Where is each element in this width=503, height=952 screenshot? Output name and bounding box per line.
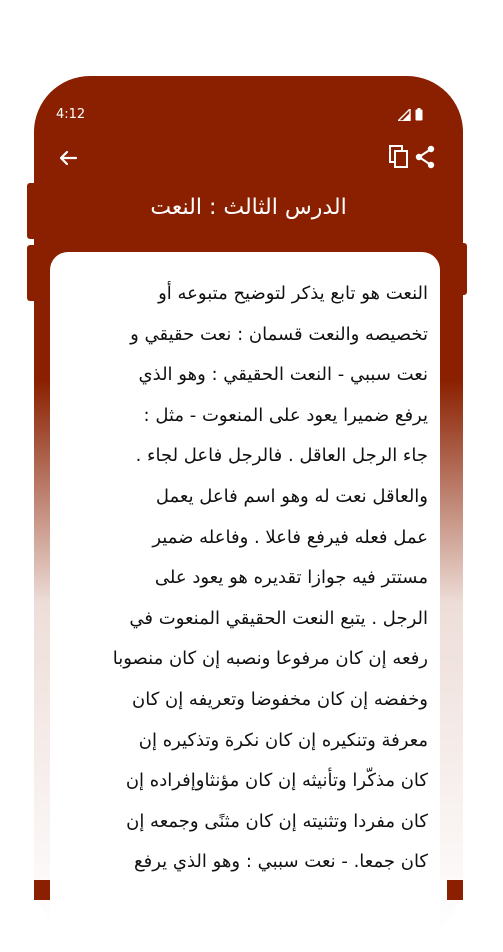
status-icons: [398, 108, 423, 121]
status-bar: [34, 100, 463, 130]
signal-icon: [398, 109, 411, 121]
copy-button[interactable]: [388, 144, 410, 170]
phone-bottom-edge: [34, 880, 463, 900]
copy-icon: [388, 144, 410, 170]
battery-icon: [415, 108, 423, 121]
share-icon: [414, 144, 436, 170]
lesson-body-text: النعت هو تابع يذكر لتوضيح متبوعه أو تخصيصه والنعت قسمان : نعت حقيقي و نعت سببي - النعت الحقيقي : وهو الذي يرفع ضميرا يعود على المنعوت - مثل : جاء الرجل العاقل . فالرجل فاعل لجاء . والعاقل نعت له وهو اسم فاعل يعمل عمل فعله فيرفع فاعلا . وفاعله ضمير مستتر فيه جوازا تقديره هو يعود على الرجل . يتبع النعت الحقيقي المنعوت في رفعه إن كان مرفوعا ونصبه إن كان منصوبا وخفضه إن كان مخفوضا وتعريفه إن كان معرفة وتنكيره إن كان نكرة وتذكيره إن كان مذكّرا وتأنيثه إن كان مؤنثاوإفراده إن كان مفردا وتثنيته إن كان مثنًى وجمعه إن كان جمعا. - نعت سببي : وهو الذي يرفع: [112, 283, 428, 873]
lesson-title: الدرس الثالث : النعت: [150, 195, 347, 220]
app-bar: [34, 138, 463, 178]
arrow-back-icon: [54, 144, 82, 172]
status-time: 4:12: [56, 107, 86, 122]
share-button[interactable]: [414, 144, 436, 170]
back-button[interactable]: [54, 144, 82, 172]
